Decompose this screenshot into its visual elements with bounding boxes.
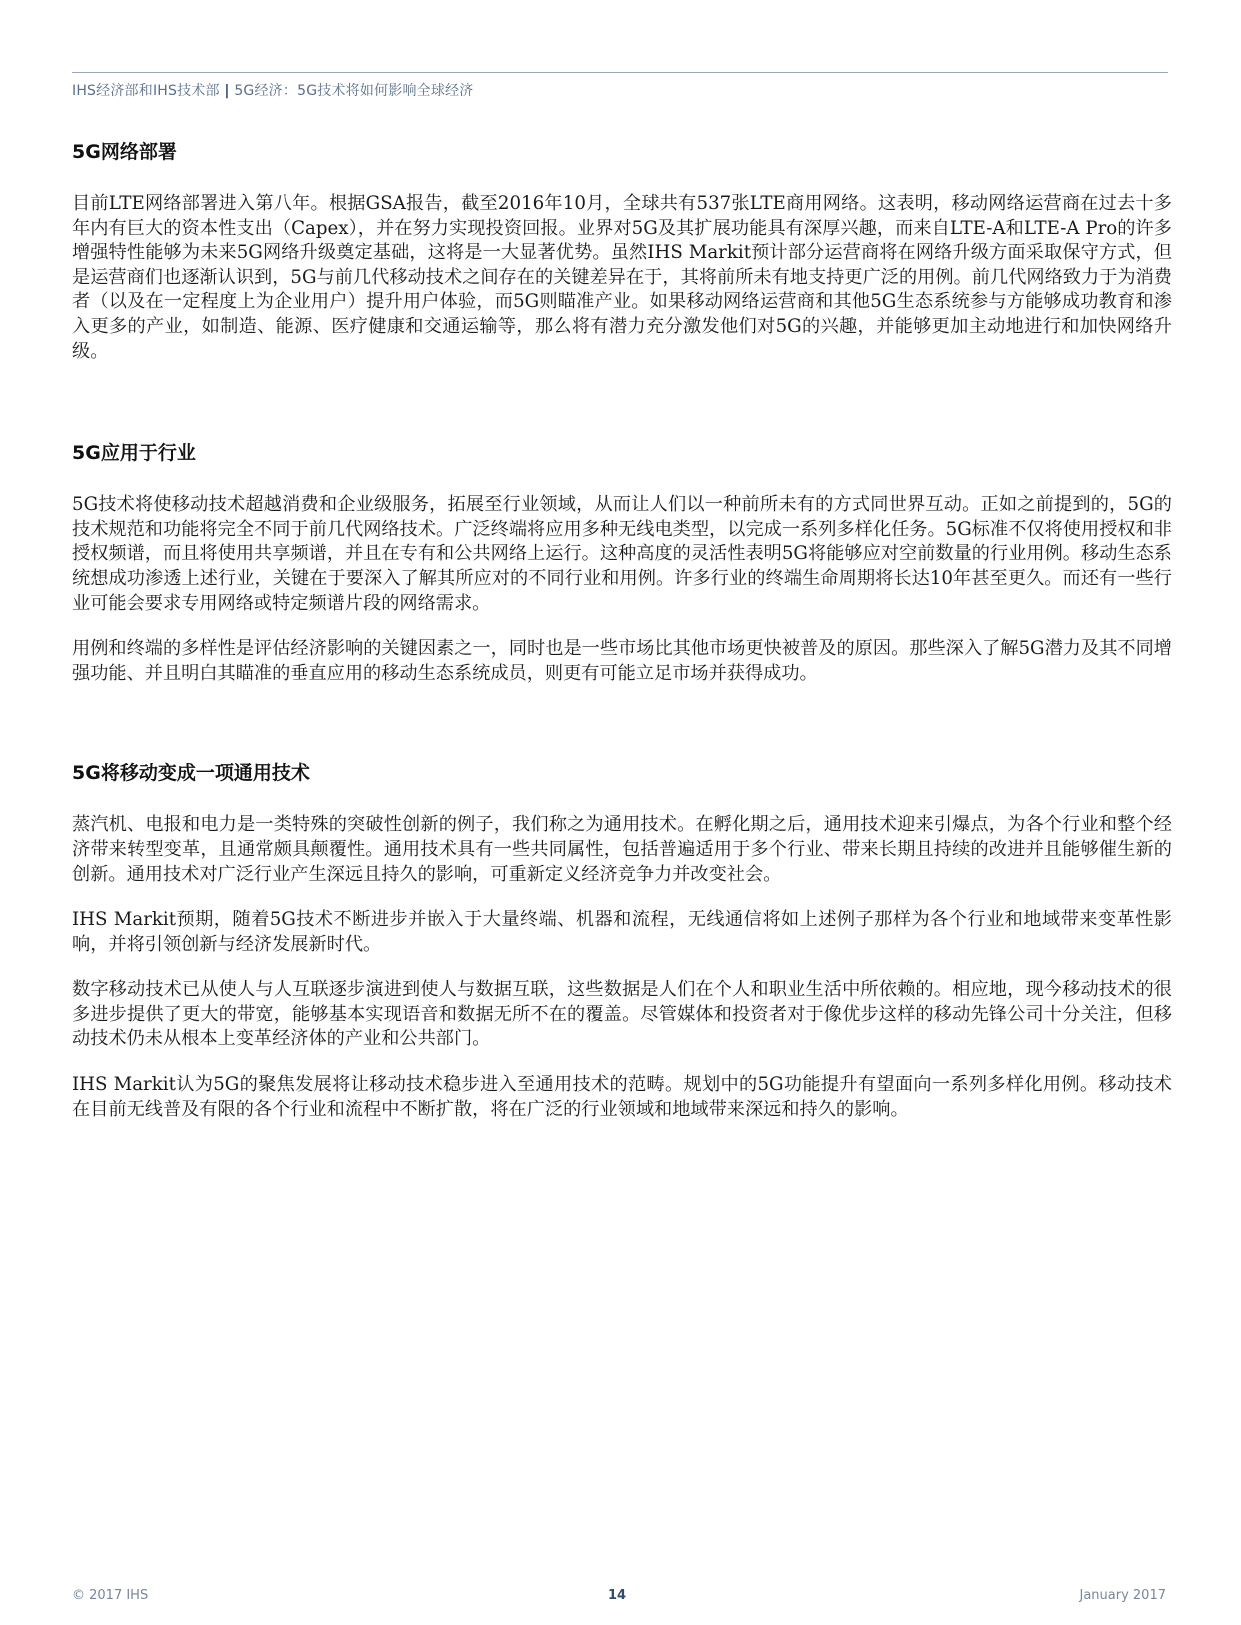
section-title: 5G网络部署 (72, 141, 177, 163)
section-5g-industry (72, 439, 1172, 686)
section-5g-network-deployment (72, 138, 1172, 364)
footer-copyright: © 2017 IHS (72, 1588, 149, 1603)
header-separator: | (224, 83, 230, 99)
paragraph: IHS Markit认为5G的聚焦发展将让移动技术稳步进入至通用技术的范畴。规划中的5G功能提升有望面向一系列多样化用例。移动技术在目前无线普及有限的各个行业和流程中不断扩散，将在广泛的行业领域和地域带来深远和持久的影响。 (72, 1074, 1172, 1120)
page-number: 14 (608, 1588, 627, 1603)
footer-date: January 2017 (1079, 1588, 1166, 1603)
section-title: 5G将移动变成一项通用技术 (72, 762, 310, 785)
paragraph: IHS Markit预期，随着5G技术不断进步并嵌入于大量终端、机器和流程，无线通信将如上述例子那样为各个行业和地域带来变革性影响，并将引领创新与经济发展新时代。 (72, 909, 1172, 955)
paragraph: 蒸汽机、电报和电力是一类特殊的突破性创新的例子，我们称之为通用技术。在孵化期之后，通用技术迎来引爆点，为各个行业和整个经济带来转型变革，且通常颇具颠覆性。通用技术具有一些共同属性，包括普遍适用于多个行业、带来长期且持续的改进并且能够催生新的创新。通用技术对广泛行业产生深远且持久的影响，可重新定义经济竞争力并改变社会。 (72, 814, 1172, 885)
document-body (72, 138, 1172, 1143)
paragraph: 数字移动技术已从使人与人互联逐步演进到使人与数据互联，这些数据是人们在个人和职业生活中所依赖的。相应地，现今移动技术的很多进步提供了更大的带宽，能够基本实现语音和数据无所不在的覆盖。尽管媒体和投资者对于像优步这样的移动先锋公司十分关注，但移动技术仍未从根本上变革经济体的产业和公共部门。 (72, 979, 1172, 1050)
paragraph: 用例和终端的多样性是评估经济影响的关键因素之一，同时也是一些市场比其他市场更快被普及的原因。那些深入了解5G潜力及其不同增强功能、并且明白其瞄准的垂直应用的移动生态系统成员，则更有可能立足市场并获得成功。 (72, 638, 1172, 684)
header-right: 5G经济：5G技术将如何影响全球经济 (234, 83, 474, 99)
section-5g-general-purpose-technology (72, 759, 1172, 1122)
paragraph: 目前LTE网络部署进入第八年。根据GSA报告，截至2016年10月，全球共有537张LTE商用网络。这表明，移动网络运营商在过去十多年内有巨大的资本性支出（Capex），并在努力实现投资回报。业界对5G及其扩展功能具有深厚兴趣，而来自LTE-A和LTE-A Pro的许多增强特性能够为未来5G网络升级奠定基础，这将是一大显著优势。虽然IHS Markit预计部分运营商将在网络升级方面采取保守方式，但是运营商们也逐渐认识到，5G与前几代移动技术之间存在的关键差异在于，其将前所未有地支持更广泛的用例。前几代网络致力于为消费者（以及在一定程度上为企业用户）提升用户体验，而5G则瞄准产业。如果移动网络运营商和其他5G生态系统参与方能够成功教育和渗入更多的产业，如制造、能源、医疗健康和交通运输等，那么将有潜力充分激发他们对5G的兴趣，并能够更加主动地进行和加快网络升级。 (72, 193, 1172, 362)
header-rule (72, 72, 1168, 73)
running-header (72, 80, 473, 100)
section-title: 5G应用于行业 (72, 442, 196, 465)
header-left: IHS经济部和IHS技术部 (72, 83, 220, 99)
paragraph: 5G技术将使移动技术超越消费和企业级服务，拓展至行业领域，从而让人们以一种前所未有的方式同世界互动。正如之前提到的，5G的技术规范和功能将完全不同于前几代网络技术。广泛终端将应用多种无线电类型，以完成一系列多样化任务。5G标准不仅将使用授权和非授权频谱，而且将使用共享频谱，并且在专有和公共网络上运行。这种高度的灵活性表明5G将能够应对空前数量的行业用例。移动生态系统想成功渗透上述行业，关键在于要深入了解其所应对的不同行业和用例。许多行业的终端生命周期将长达10年甚至更久。而还有一些行业可能会要求专用网络或特定频谱片段的网络需求。 (72, 494, 1172, 614)
